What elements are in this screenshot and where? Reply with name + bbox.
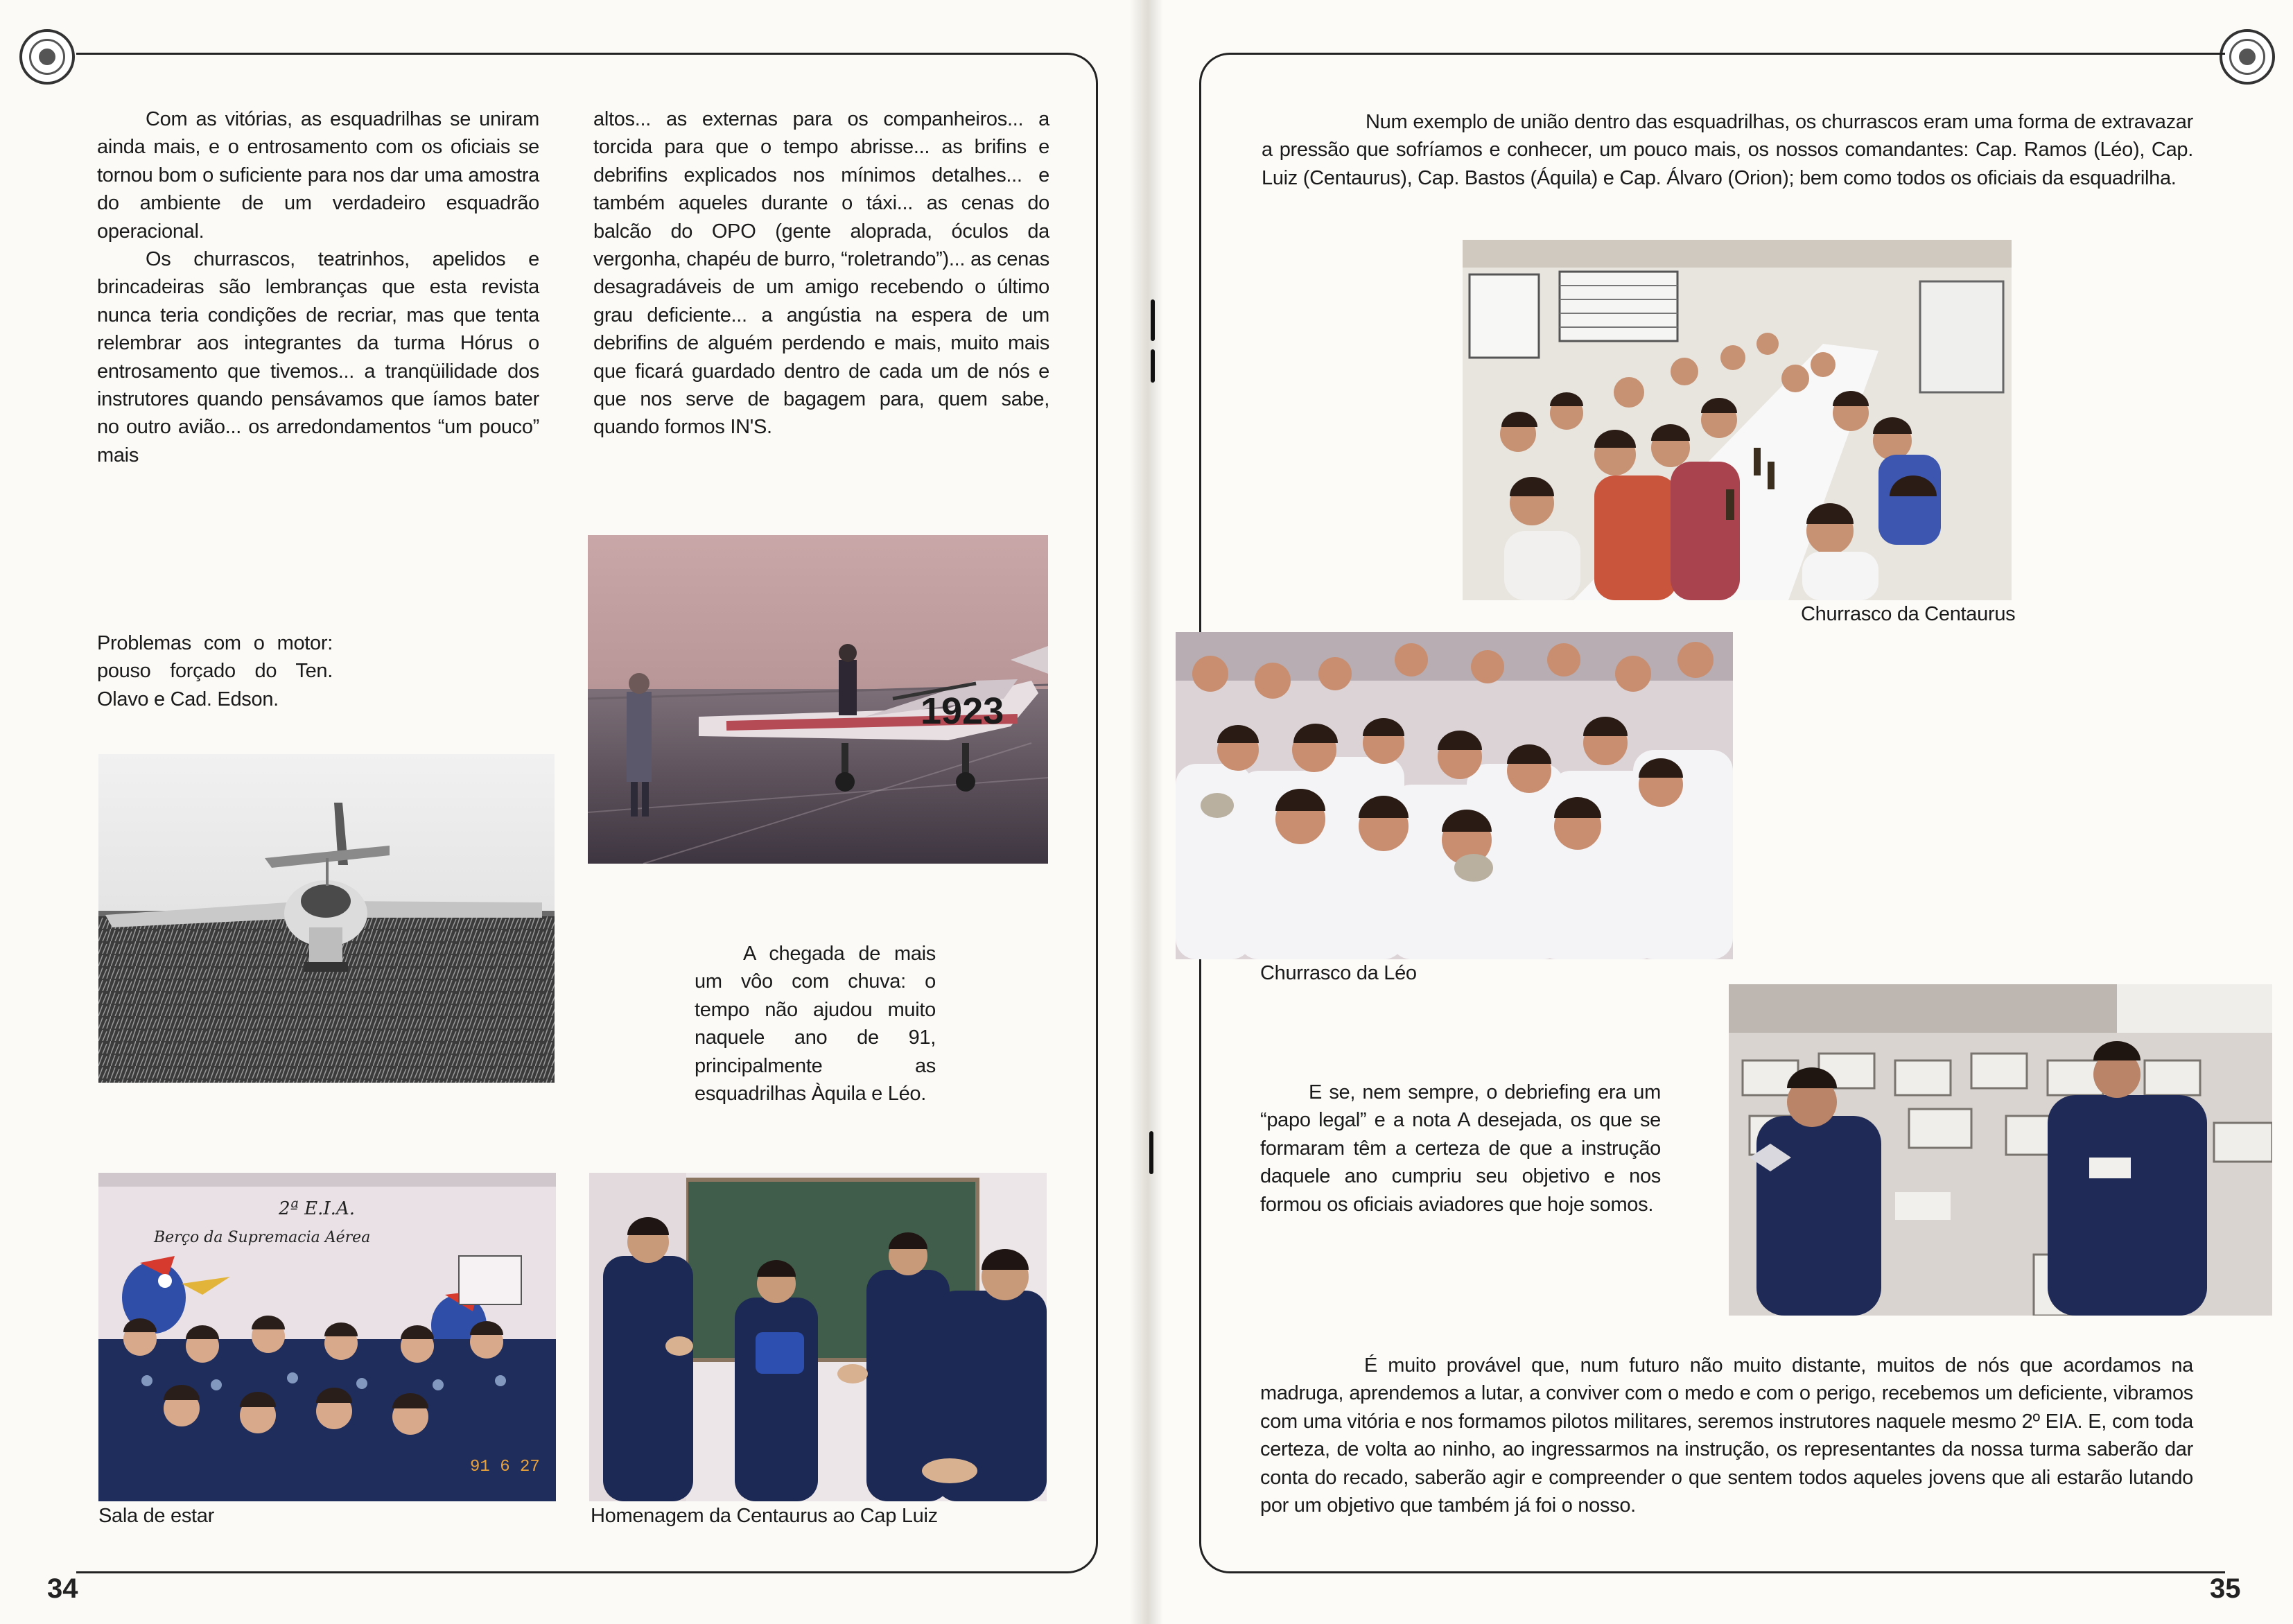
caption-rain: A chegada de mais um vôo com chuva: o tempo não ajudou muito naquele ano de 91, principalmente as esquadrilhas Àquila e Léo. [695,943,936,1106]
paragraph-future: É muito provável que, num futuro não muito distante, muitos de nós que acordamos na madruga, aprendemos a lutar, a conviver com o medo e com o perigo, recebemos um deficiente, vibramos com uma vitória e nos formamos pilotos militares, seremos instrutores naquele mesmo 2º EIA. E, com toda certeza, de volta ao ninho, ao ingressarmos na instrução, os representantes da nossa turma saberão dar conta do recado, saberão agir e compreender o que sentem todos aqueles jovens que ali estarão lutando por um objetivo que também já foi o nosso. [1260,1354,2193,1517]
caption-engine-problem: Problemas com o motor: pouso forçado do Ten. Olavo e Cad. Edson. [97,632,333,710]
right-page [1146,0,2293,1624]
photo-rain-arrival [588,535,1048,864]
caption-churrasco-centaurus: Churrasco da Centaurus [1801,603,2016,625]
photo-churrasco-centaurus [1463,240,2012,600]
photo-forced-landing [98,754,555,1083]
page-number: 34 [47,1573,78,1604]
paragraph-union: Num exemplo de união dentro das esquadrilhas, os churrascos eram uma forma de extravazar a pressão que sofríamos e conhecer, um pouco mais, os nossos comandantes: Cap. Ramos (Léo), Cap. Luiz (Centaurus), Cap. Bastos (Áquila) e Cap. Álvaro (Orion); bem como todos os oficiais da esquadrilha. [1262,111,2193,189]
left-page [0,0,1146,1624]
paragraph-debriefing: E se, nem sempre, o debriefing era um “papo legal” e a nota A desejada, os que se formaram têm a certeza de que a instrução daquele ano cumpriu seu objetivo e nos formou os oficiais aviadores que hoje somos. [1260,1081,1661,1216]
closing-text [1260,1352,2193,1519]
caption-churrasco-leo: Churrasco da Léo [1260,962,1417,984]
debrief-text [1260,1079,1661,1219]
photo-classroom [1729,984,2272,1316]
mural-subtitle: Berço da Supremacia Aérea [154,1229,371,1246]
squadron-emblem-icon [2220,29,2275,85]
text-column-2 [593,105,1049,442]
date-stamp: 91 6 27 [470,1458,540,1476]
photo-homenagem [589,1173,1047,1501]
binding-mark [1151,349,1155,383]
caption-sala-de-estar: Sala de estar [98,1505,214,1527]
text-column-1 [97,105,539,469]
page-number: 35 [2210,1573,2241,1604]
caption-homenagem: Homenagem da Centaurus ao Cap Luiz [591,1505,938,1527]
squadron-emblem-icon [19,29,75,85]
paragraph-victories: Com as vitórias, as esquadrilhas se uniram ainda mais, e o entrosamento com os oficiais se tornou bom o suficiente para nos dar uma amostra do ambiente de um verdadeiro esquadrão operacional. [97,108,539,243]
photo-churrasco-leo [1176,632,1733,959]
paragraph-memories: altos... as externas para os companheiros... a torcida para que o tempo abrisse... as brifins e debrifins explicados nos mínimos detalhes... e também aqueles durante o táxi... as cenas do balcão do OPO (gente aloprada, óculos da vergonha, chapéu de burro, “roletrando”)... as cenas desagradáveis de um amigo recebendo o último grau deficiente... a angústia na espera de um debrifins de alguém perdendo e mais, muito mais que ficará guardado dentro de cada um de nós e que nos serve de bagagem para, quem sabe, quando formos IN'S. [593,108,1049,439]
binding-gutter [1130,0,1163,1624]
mural-title: 2ª E.I.A. [279,1198,355,1219]
binding-mark [1151,299,1155,341]
plane-number: 1923 [921,690,1004,732]
paragraph-churrascos: Os churrascos, teatrinhos, apelidos e brincadeiras são lembranças que esta revista nunca teria condições de recriar, mas que tenta relembrar aos integrantes da turma Hórus o entrosamento que tivemos... a tranqüilidade dos instrutores quando pensávamos que íamos bater no outro avião... os arredondamentos “um pouco” mais [97,248,539,466]
intro-text [1262,108,2193,192]
photo-sala-de-estar [98,1173,556,1501]
binding-mark [1149,1131,1153,1174]
